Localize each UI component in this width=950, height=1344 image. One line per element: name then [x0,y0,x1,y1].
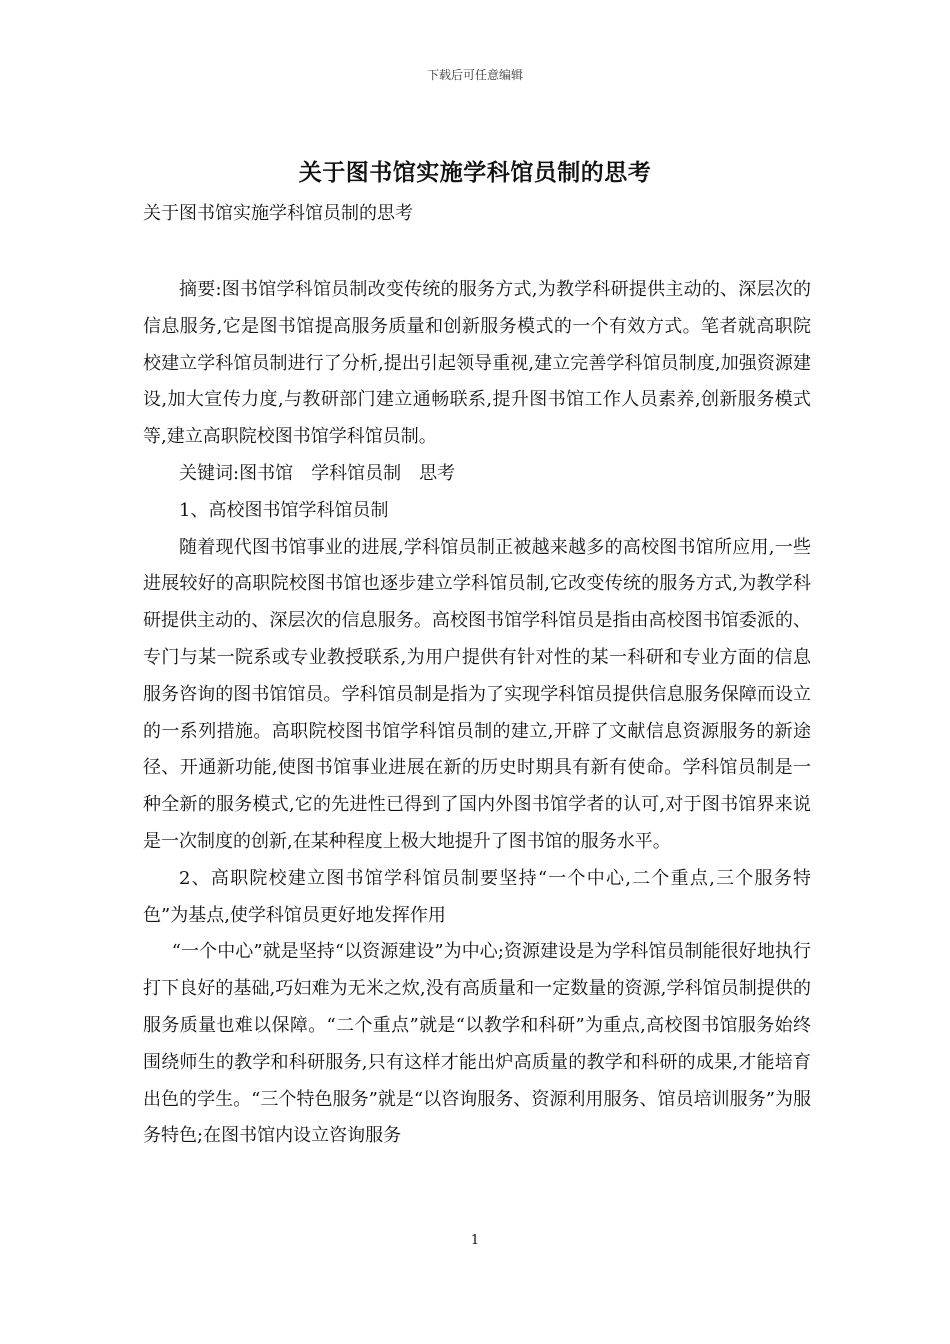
abstract-paragraph: 摘要:图书馆学科馆员制改变传统的服务方式,为教学科研提供主动的、深层次的信息服务,它是图书馆提高服务质量和创新服务模式的一个有效方式。笔者就高职院校建立学科馆员制进行了分析,提出引起领导重视,建立完善学科馆员制度,加强资源建设,加大宣传力度,与教研部门建立通畅联系,提升图书馆工作人员素养,创新服务模式等,建立高职院校图书馆学科馆员制。 [143,279,811,448]
body-paragraph: “一个中心”就是坚持“以资源建设”为中心;资源建设是为学科馆员制能很好地执行打下良好的基础,巧妇难为无米之炊,没有高质量和一定数量的资源,学科馆员制提供的服务质量也难以保障。“二个重点”就是“以教学和科研”为重点,高校图书馆服务始终围绕师生的教学和科研服务,只有这样才能出炉高质量的教学和科研的成果,才能培育出色的学生。“三个特色服务”就是“以咨询服务、资源利用服务、馆员培训服务”为服务特色;在图书馆内设立咨询服务 [143,941,811,1147]
page-header-note: 下载后可任意编辑 [426,68,523,82]
section-heading-2: 2、高职院校建立图书馆学科馆员制要坚持“一个中心,二个重点,三个服务特色”为基点,使学科馆员更好地发挥作用 [143,867,811,926]
keywords-paragraph: 关键词:图书馆 学科馆员制 思考 [179,462,456,484]
document-subtitle: 关于图书馆实施学科馆员制的思考 [143,203,413,224]
section-heading-1: 1、高校图书馆学科馆员制 [179,499,389,521]
body-paragraph: 随着现代图书馆事业的进展,学科馆员制正被越来越多的高校图书馆所应用,一些进展较好的高职院校图书馆也逐步建立学科馆员制,它改变传统的服务方式,为教学科研提供主动的、深层次的信息服务。高校图书馆学科馆员是指由高校图书馆委派的、专门与某一院系或专业教授联系,为用户提供有针对性的某一科研和专业方面的信息服务咨询的图书馆馆员。学科馆员制是指为了实现学科馆员提供信息服务保障而设立的一系列措施。高职院校图书馆学科馆员制的建立,开辟了文献信息资源服务的新途径、开通新功能,使图书馆事业进展在新的历史时期具有新有使命。学科馆员制是一种全新的服务模式,它的先进性已得到了国内外图书馆学者的认可,对于图书馆界来说是一次制度的创新,在某种程度上极大地提升了图书馆的服务水平。 [143,536,811,852]
document-title: 关于图书馆实施学科馆员制的思考 [298,159,652,186]
document-body [143,272,811,1155]
page-number: 1 [470,1233,480,1248]
